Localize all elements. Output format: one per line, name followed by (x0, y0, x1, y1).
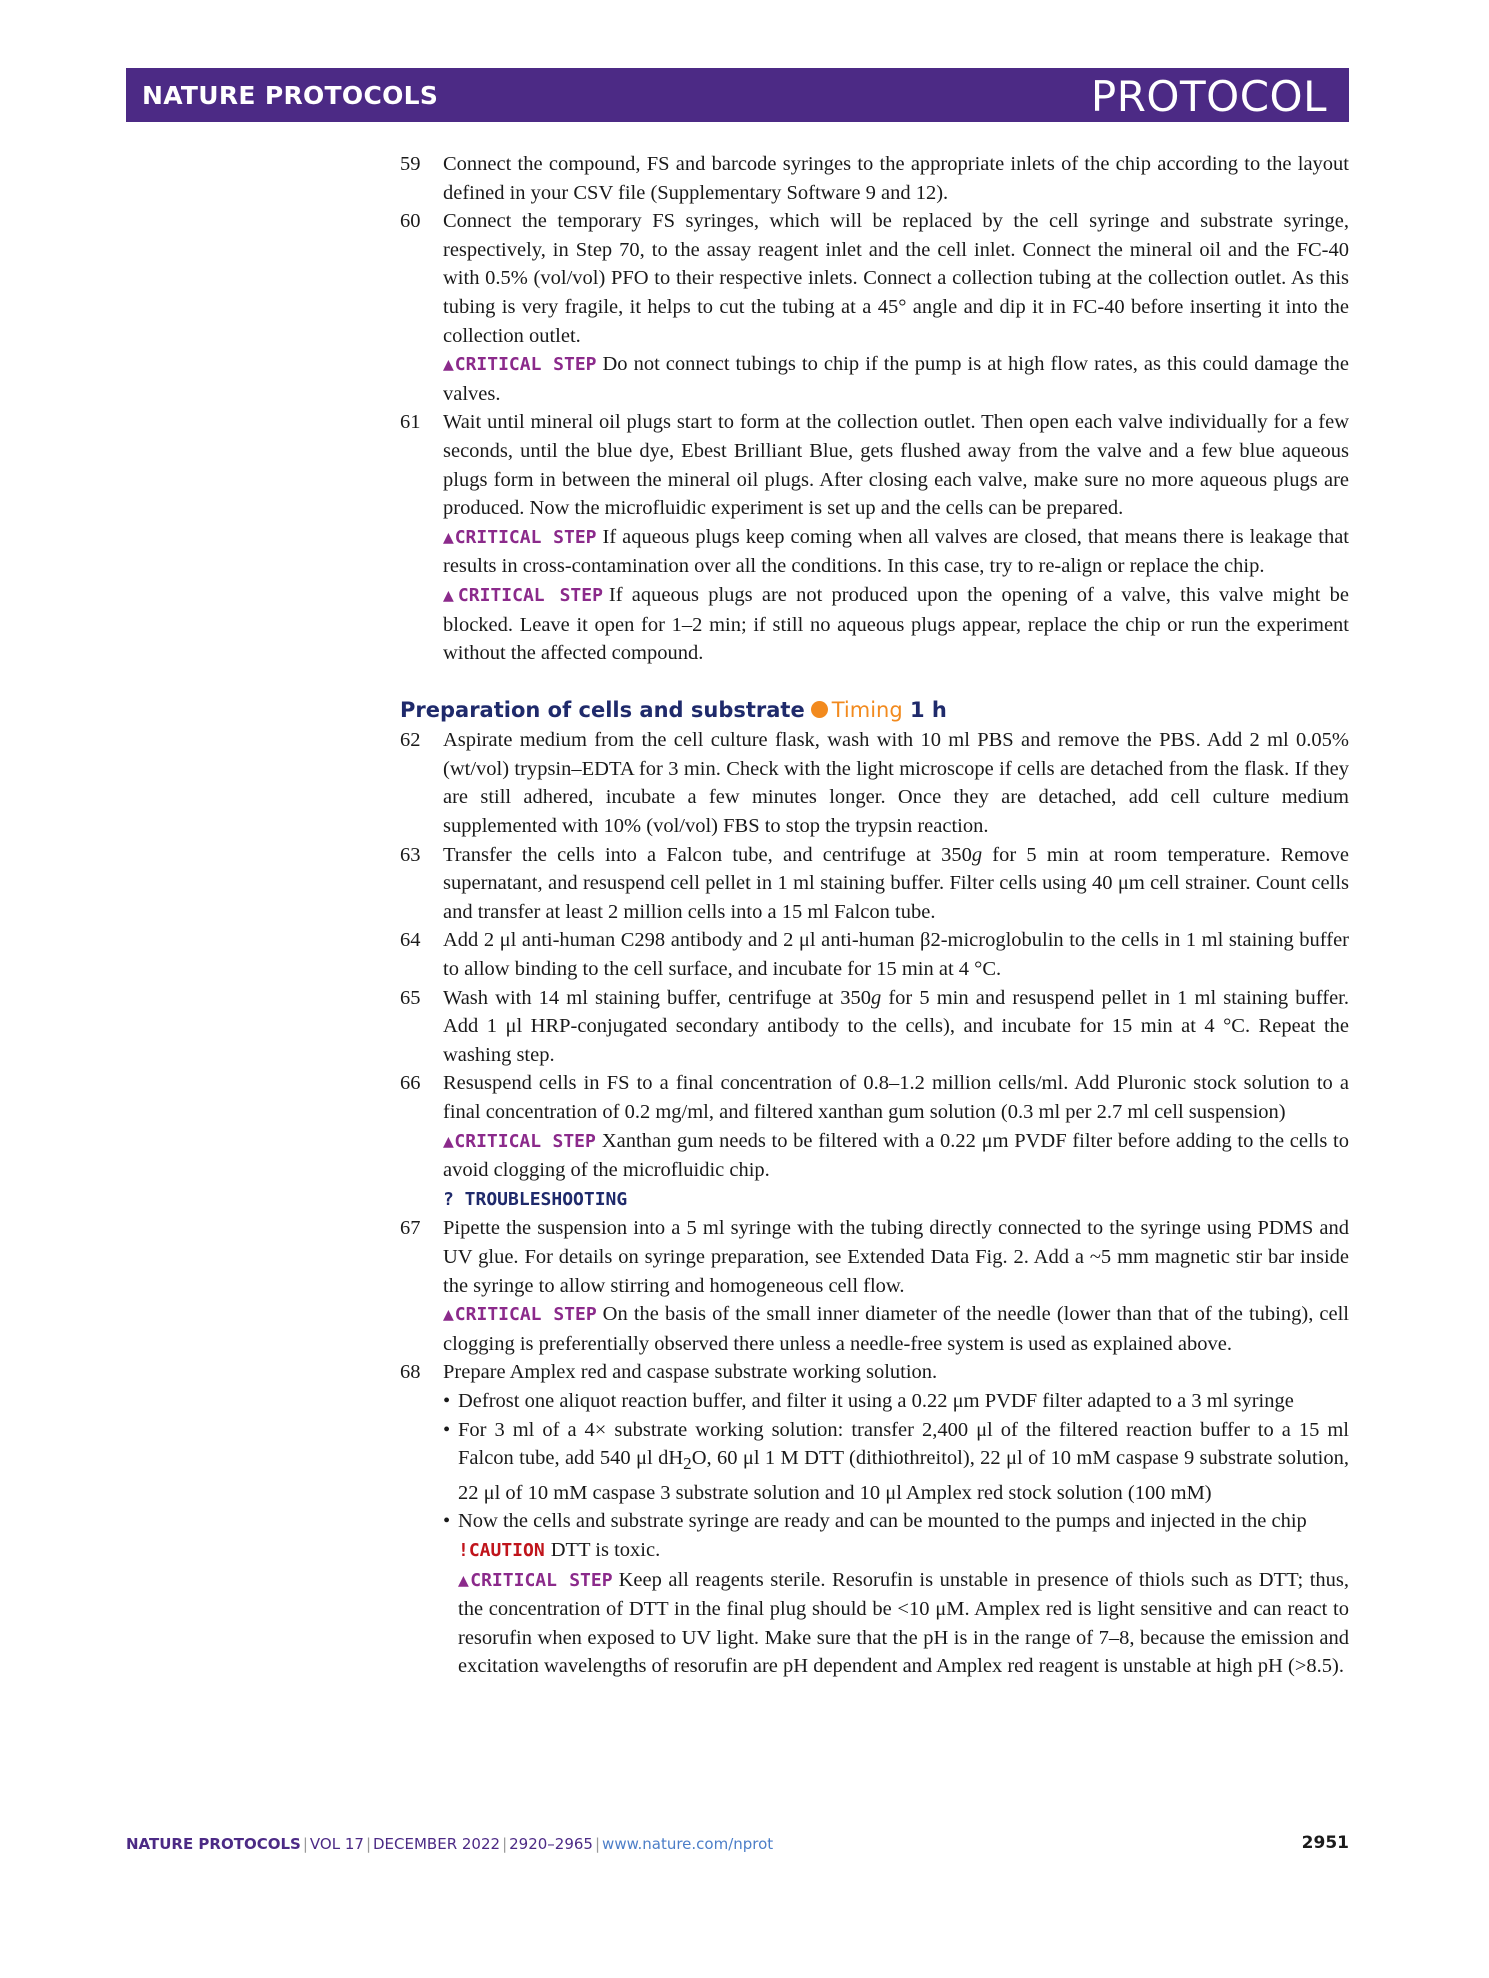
step-number: 68 (400, 1361, 421, 1384)
troubleshooting-note (443, 1185, 1349, 1215)
footer-journal: NATURE PROTOCOLS (126, 1835, 301, 1853)
page-footer: NATURE PROTOCOLS | VOL 17 | DECEMBER 2022 | 2920–2965 | www.nature.com/nprot (126, 1835, 774, 1853)
critical-note: ▲CRITICAL STEP If aqueous plugs keep coming when all valves are closed, that means there is leakage that results in cross-contamination over all the conditions. In this case, try to re-align or replace the chip. (443, 525, 1350, 578)
step-number: 66 (400, 1072, 421, 1095)
timing-label: Timing (831, 697, 903, 722)
step-59 (400, 150, 1349, 207)
list-item: • Defrost one aliquot reaction buffer, and filter it using a 0.22 μm PVDF filter adapted to a 3 ml syringe (443, 1387, 1349, 1416)
section-title: Preparation of cells and substrate (400, 697, 805, 722)
step-number: 67 (400, 1217, 421, 1240)
step-67 (400, 1214, 1349, 1358)
critical-note: ▲CRITICAL STEP If aqueous plugs are not produced upon the opening of a valve, this valve might be blocked. Leave it open for 1–2 min; if still no aqueous plugs appear, replace the chip or run the experiment without the affected compound. (443, 583, 1349, 665)
step-62 (400, 726, 1349, 840)
bullet-icon: • (443, 1389, 451, 1412)
bullet-icon: • (443, 1418, 451, 1441)
critical-note: ▲CRITICAL STEP On the basis of the small inner diameter of the needle (lower than that of the tubing), cell clogging is preferentially observed there unless a needle-free system is used as explained above. (443, 1303, 1350, 1355)
step-60 (400, 207, 1349, 408)
list-item: • Now the cells and substrate syringe are ready and can be mounted to the pumps and injected in the chip !CAUTION DTT is toxic. ▲CRITICAL STEP Keep all reagents sterile. Resorufin is unstable in presence of thiols such as DTT; thus, the concentration of DTT in the final plug should be <10 μM. Amplex red is light sensitive and can react to resorufin when exposed to UV light. Make sure that the pH is in the range of 7–8, because the emission and excitation wavelengths of resorufin are pH dependent and Amplex red reagent is unstable at high pH (>8.5). (443, 1507, 1349, 1681)
step-text: Prepare Amplex red and caspase substrate working solution. (443, 1361, 938, 1384)
step-text: Pipette the suspension into a 5 ml syringe with the tubing directly connected to the syringe using PDMS and UV glue. For details on syringe preparation, see Extended Data Fig. 2. Add a ~5 mm magnetic stir bar inside the syringe to allow stirring and homogeneous cell flow. (443, 1217, 1349, 1297)
step-65 (400, 984, 1349, 1070)
footer-url-link[interactable]: www.nature.com/nprot (602, 1835, 774, 1853)
step-number: 60 (400, 210, 421, 233)
critical-step-label: ▲CRITICAL STEP (443, 1130, 596, 1152)
page-number: 2951 (1301, 1833, 1349, 1853)
step-number: 59 (400, 153, 421, 175)
step-text: Connect the temporary FS syringes, which will be replaced by the cell syringe and substrate syringe, respectively, in Step 70, to the assay reagent inlet and the cell inlet. Connect the mineral oil and the FC-40 with 0.5% (vol/vol) PFO to their respective inlets. Connect a collection tubing at the collection outlet. As this tubing is very fragile, it helps to cut the tubing at a 45° angle and dip it in FC-40 before inserting it into the collection outlet. (443, 210, 1349, 347)
step-number: 63 (400, 843, 421, 866)
section-heading (400, 696, 1349, 725)
step-number: 61 (400, 411, 421, 434)
footer-pages: 2920–2965 (509, 1835, 593, 1853)
troubleshooting-label: ? TROUBLESHOOTING (443, 1188, 628, 1210)
bullet-icon: • (443, 1510, 451, 1533)
critical-step-label: ▲CRITICAL STEP (458, 1569, 613, 1591)
footer-volume: VOL 17 (309, 1835, 364, 1853)
journal-name: NATURE PROTOCOLS (142, 81, 439, 110)
step-text: Wait until mineral oil plugs start to form at the collection outlet. Then open each valve individually for a few seconds, until the blue dye, Ebest Brilliant Blue, gets flushed away from the valve and a few blue aqueous plugs form in between the mineral oil plugs. After closing each valve, make sure no more aqueous plugs are produced. Now the microfluidic experiment is set up and the cells can be prepared. (443, 411, 1349, 520)
critical-step-label: ▲CRITICAL STEP (443, 354, 597, 376)
timing-dot-icon (811, 701, 828, 718)
caution-label: !CAUTION (458, 1540, 545, 1561)
timing-duration: 1 h (909, 697, 947, 722)
article-type: PROTOCOL (1090, 72, 1327, 121)
step-61 (400, 408, 1349, 667)
critical-step-label: ▲CRITICAL STEP (443, 584, 603, 606)
critical-note: ▲CRITICAL STEP Xanthan gum needs to be filtered with a 0.22 μm PVDF filter before adding to the cells to avoid clogging of the microfluidic chip. (443, 1129, 1349, 1182)
main-content (400, 150, 1349, 1681)
footer-date: DECEMBER 2022 (373, 1835, 501, 1853)
step-66 (400, 1069, 1349, 1214)
critical-step-label: ▲CRITICAL STEP (443, 1304, 597, 1326)
step-63 (400, 841, 1349, 927)
step-text: Connect the compound, FS and barcode syringes to the appropriate inlets of the chip according to the layout defined in your CSV file (Supplementary Software 9 and 12). (443, 153, 1349, 204)
list-item: • For 3 ml of a 4× substrate working solution: transfer 2,400 μl of the filtered reaction buffer to a 15 ml Falcon tube, add 540 μl $dH_2O$, 60 μl 1 M DTT (dithiothreitol), 22 μl of 10 mM caspase 9 substrate solution, 22 μl of 10 mM caspase 3 substrate solution and 10 μl Amplex red stock solution (100 mM) (443, 1416, 1349, 1508)
step-text: Transfer the cells into a Falcon tube, and centrifuge at 350g for 5 min at room temperature. Remove supernatant, and resuspend cell pellet in 1 ml staining buffer. Filter cells using 40 μm cell strainer. Count cells and transfer at least 2 million cells into a 15 ml Falcon tube. (443, 843, 1349, 923)
step-text: Add 2 μl anti-human C298 antibody and 2 μl anti-human β2-microglobulin to the cells in 1 ml staining buffer to allow binding to the cell surface, and incubate for 15 min at 4 °C. (443, 929, 1349, 981)
step-68 (400, 1358, 1349, 1681)
step-text: Aspirate medium from the cell culture flask, wash with 10 ml PBS and remove the PBS. Add 2 ml 0.05% (wt/vol) trypsin–EDTA for 3 min. Check with the light microscope if cells are detached from the flask. If they are still adhered, incubate a few minutes longer. Once they are detached, add cell culture medium supplemented with 10% (vol/vol) FBS to stop the trypsin reaction. (443, 729, 1349, 838)
step-text: Resuspend cells in FS to a final concentration of 0.8–1.2 million cells/ml. Add Pluronic stock solution to a final concentration of 0.2 mg/ml, and filtered xanthan gum solution (0.3 ml per 2.7 ml cell suspension) (443, 1072, 1349, 1123)
page-header (126, 68, 1349, 122)
step-text: Wash with 14 ml staining buffer, centrifuge at 350g for 5 min and resuspend pellet in 1 ml staining buffer. Add 1 μl HRP-conjugated secondary antibody to the cells), and incubate for 15 min at 4 °C. Repeat the washing step. (443, 986, 1349, 1066)
step-number: 64 (400, 929, 421, 952)
critical-note: ▲CRITICAL STEP Do not connect tubings to chip if the pump is at high flow rates, as this could damage the valves. (443, 353, 1349, 405)
step-number: 62 (400, 729, 421, 752)
step-64 (400, 926, 1349, 983)
caution-note: !CAUTION DTT is toxic. (458, 1539, 661, 1561)
critical-step-label: ▲CRITICAL STEP (443, 526, 597, 548)
critical-note: ▲CRITICAL STEP Keep all reagents sterile. Resorufin is unstable in presence of thiols such as DTT; thus, the concentration of DTT in the final plug should be <10 μM. Amplex red is light sensitive and can react to resorufin when exposed to UV light. Make sure that the pH is in the range of 7–8, because the emission and excitation wavelengths of resorufin are pH dependent and Amplex red reagent is unstable at high pH (>8.5). (458, 1568, 1350, 1678)
step-number: 65 (400, 986, 421, 1009)
